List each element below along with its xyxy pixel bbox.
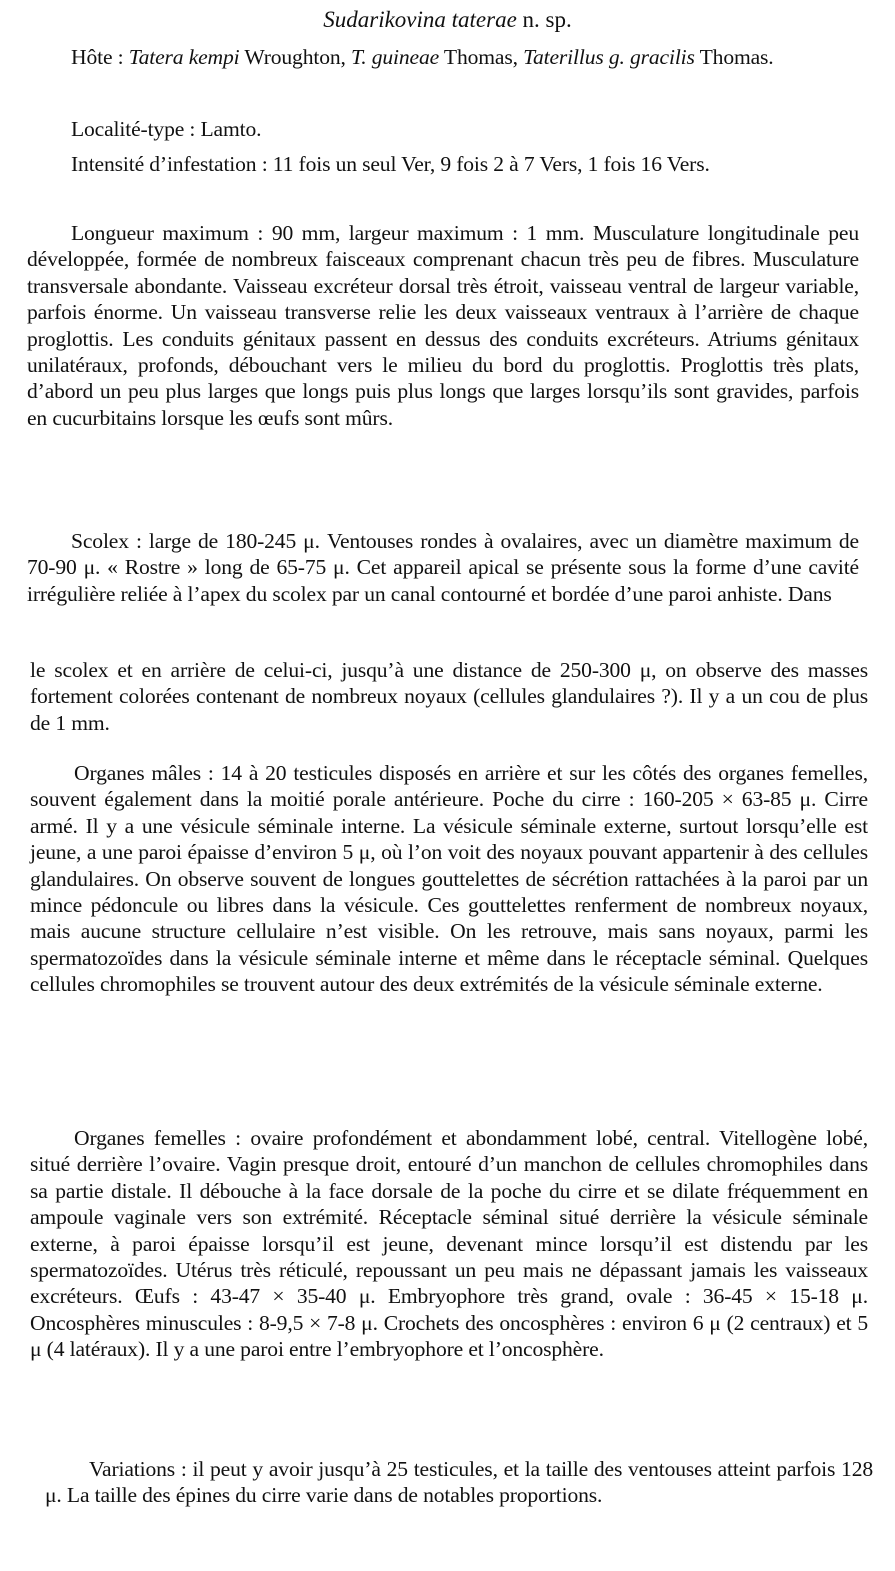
female-organs-label: Organes femelles : <box>74 1126 241 1150</box>
male-organs-paragraph <box>30 760 868 998</box>
species-title <box>0 5 895 35</box>
variations-label: Variations : <box>89 1457 187 1481</box>
male-organs-label: Organes mâles : <box>74 761 214 785</box>
variations-paragraph <box>45 1456 873 1509</box>
host-paragraph <box>27 44 859 70</box>
length-text: 90 mm, largeur maximum : 1 mm. Musculature longitudinale peu développée, formée de nombreux faisceaux comprenant chacun très peu de fibres. Musculature transversale abondante. Vaisseau excréteur dorsal très étroit, vaisseau ventral de largeur variable, parfois énorme. Un vaisseau transverse relie les deux vaisseaux ventraux à l’arrière de chaque proglottis. Les conduits génitaux passent en dessus des conduits excréteurs. Atriums génitaux unilatéraux, profonds, débouchant vers le milieu du bord du proglottis. Proglottis très plats, d’abord un peu plus larges que longs puis plus longs que larges lorsqu’ils sont gravides, parfois en cucurbitains lorsque les œufs sont mûrs. <box>27 221 859 430</box>
scolex-continued-paragraph <box>30 657 868 736</box>
scolex-text: large de 180-245 μ. Ventouses rondes à ovalaires, avec un diamètre maximum de 70-90 μ. « Rostre » long de 65-75 μ. Cet appareil apical se présente sous la forme d’une cavité irrégulière reliée à l’apex du scolex par un canal contourné et bordée d’une paroi anhiste. Dans <box>27 529 859 606</box>
morphology-paragraph <box>27 220 859 431</box>
type-locality-paragraph <box>27 116 859 142</box>
host-species-1: Tatera kempi <box>128 45 240 69</box>
infestation-label: Intensité d’infestation : <box>71 152 268 176</box>
infestation-text: 11 fois un seul Ver, 9 fois 2 à 7 Vers, 1 fois 16 Vers. <box>267 152 710 176</box>
scolex-paragraph <box>27 528 859 607</box>
variations-text: il peut y avoir jusqu’à 25 testicules, et la taille des ventouses atteint parfois 128 μ. La taille des épines du cirre varie dans de notables proportions. <box>45 1457 874 1508</box>
species-title-italic: Sudarikovina taterae <box>323 7 517 32</box>
scolex-continued-text: le scolex et en arrière de celui-ci, jusqu’à une distance de 250-300 μ, on observe des masses fortement colorées contenant de nombreux noyaux (cellules glandulaires ?). Il y a un cou de plus de 1 mm. <box>30 658 868 735</box>
host-author-3: Thomas. <box>694 45 774 69</box>
host-species-3: Taterillus g. gracilis <box>523 45 695 69</box>
scolex-label: Scolex : <box>71 529 142 553</box>
species-title-suffix: n. sp. <box>516 7 572 32</box>
host-species-2: T. guineae <box>351 45 440 69</box>
host-label: Hôte : <box>71 45 124 69</box>
female-organs-paragraph <box>30 1125 868 1363</box>
host-author-1: Wroughton, <box>239 45 351 69</box>
type-locality-label: Localité-type : <box>71 117 196 141</box>
male-organs-text: 14 à 20 testicules disposés en arrière et sur les côtés des organes femelles, souvent également dans la moitié porale antérieure. Poche du cirre : 160-205 × 63-85 μ. Cirre armé. Il y a une vésicule séminale interne. La vésicule séminale externe, surtout lorsqu’elle est jeune, a une paroi épaisse d’environ 5 μ, où l’on voit des noyaux pouvant appartenir à des cellules glandulaires. On observe souvent de longues gouttelettes de sécrétion rattachées à la paroi par un mince pédoncule ou libres dans la vésicule. Ces gouttelettes renferment de nombreux noyaux, mais aucune structure cellulaire n’est visible. On les retrouve, mais sans noyaux, parmi les spermatozoïdes dans la vésicule séminale interne et même dans le réceptacle séminal. Quelques cellules chromophiles se trouvent autour des deux extrémités de la vésicule séminale externe. <box>30 761 868 997</box>
type-locality-text: Lamto. <box>195 117 262 141</box>
infestation-paragraph <box>27 151 859 177</box>
host-author-2: Thomas, <box>439 45 524 69</box>
length-label: Longueur maximum : <box>71 221 264 245</box>
female-organs-text: ovaire profondément et abondamment lobé, central. Vitellogène lobé, situé derrière l’ovaire. Vagin presque droit, entouré d’un manchon de cellules chromophiles dans sa partie distale. Il débouche à la face dorsale de la poche du cirre et se dilate fréquemment en ampoule vaginale vers son extrémité. Réceptacle séminal situé derrière la vésicule séminale externe, à paroi épaisse lorsqu’il est jeune, devenant mince lorsqu’il est distendu par les spermatozoïdes. Utérus très réticulé, repoussant un peu mais ne dépassant jamais les vaisseaux excréteurs. Œufs : 43-47 × 35-40 μ. Embryophore très grand, ovale : 36-45 × 15-18 μ. Oncosphères minuscules : 8-9,5 × 7-8 μ. Crochets des oncosphères : environ 6 μ (2 centraux) et 5 μ (4 latéraux). Il y a une paroi entre l’embryophore et l’oncosphère. <box>30 1126 868 1362</box>
